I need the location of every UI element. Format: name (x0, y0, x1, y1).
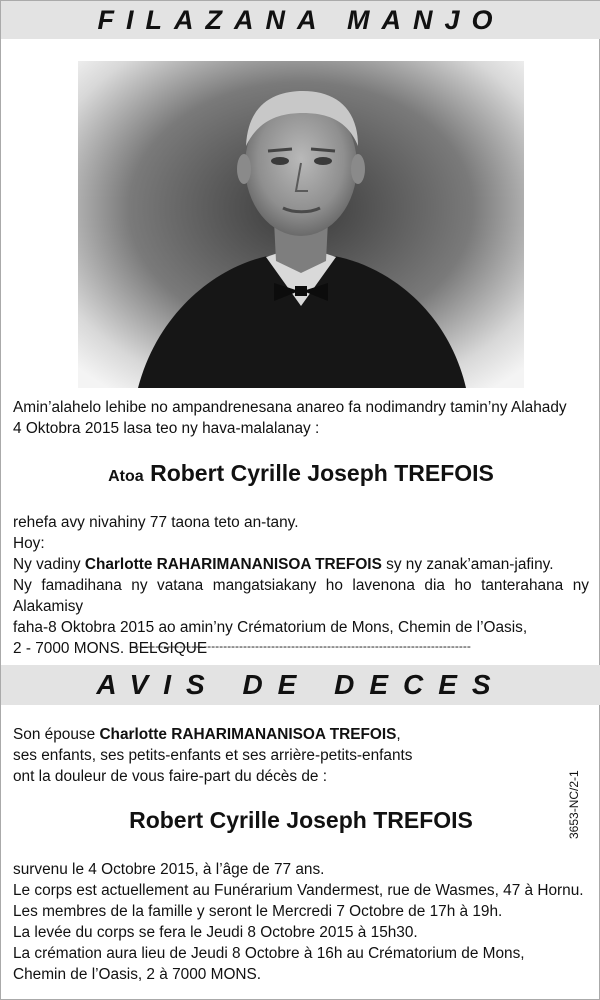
spouse-post: , (396, 726, 401, 743)
announce-line: ont la douleur de vous faire-part du décès de : (13, 768, 327, 785)
name-text: Robert Cyrille Joseph TREFOIS (150, 460, 494, 486)
age-line: rehefa avy nivahiny 77 taona teto an-tany. (13, 514, 299, 531)
french-intro (13, 724, 589, 787)
portrait-illustration (78, 61, 524, 388)
family-name: Charlotte RAHARIMANANISOA TREFOIS (84, 556, 382, 573)
funeral-line: 2 - 7000 MONS. BELGIQUE (13, 640, 208, 657)
spouse-name: Charlotte RAHARIMANANISOA TREFOIS (99, 726, 397, 743)
intro-paragraph (13, 397, 589, 439)
detail-line: La crémation aura lieu de Jeudi 8 Octobre à 16h au Crématorium de Mons, (13, 945, 525, 962)
french-details (13, 859, 589, 985)
family-pre: Ny vadiny (13, 556, 85, 573)
funeral-line: Ny famadihana ny vatana mangatsiakany ho lavenona dia ho tanterahana ny Alakamisy (13, 577, 589, 615)
funeral-line: faha-8 Oktobra 2015 ao amin’ny Crématorium de Mons, Chemin de l’Oasis, (13, 619, 528, 636)
header-title: FILAZANA MANJO (97, 5, 505, 35)
detail-line: La levée du corps se fera le Jeudi 8 Octobre 2015 à 15h30. (13, 924, 418, 941)
separator-line: ------------------------------------------------------------------------------------- (131, 639, 471, 653)
avis-banner (1, 665, 600, 705)
deceased-name-malagasy (1, 460, 600, 487)
family-line (13, 554, 589, 575)
detail-line: Le corps est actuellement au Funérarium Vandermest, rue de Wasmes, 47 à Hornu. (13, 882, 584, 899)
detail-line: survenu le 4 Octobre 2015, à l’âge de 77 ans. (13, 861, 325, 878)
avis-title: AVIS DE DECES (96, 669, 506, 700)
hoy-line: Hoy: (13, 535, 45, 552)
intro-line: Amin’alahelo lehibe no ampandrenesana anareo fa nodimandry tamin’ny Alahady (13, 399, 567, 416)
malagasy-details (13, 512, 589, 659)
name-prefix: Atoa (108, 468, 144, 485)
detail-line: Chemin de l’Oasis, 2 à 7000 MONS. (13, 966, 262, 983)
header-banner (1, 1, 600, 39)
spouse-pre: Son épouse (13, 726, 100, 743)
deceased-name-french: Robert Cyrille Joseph TREFOIS (129, 807, 473, 833)
spouse-line (13, 724, 589, 745)
reference-code: 3653-NC/2-1 (567, 770, 581, 839)
family-post: sy ny zanak’aman-jafiny. (381, 556, 554, 573)
portrait-photo (78, 61, 524, 388)
intro-line: 4 Oktobra 2015 lasa teo ny hava-malalanay : (13, 420, 320, 437)
children-line: ses enfants, ses petits-enfants et ses arrière-petits-enfants (13, 747, 413, 764)
detail-line: Les membres de la famille y seront le Mercredi 7 Octobre de 17h à 19h. (13, 903, 503, 920)
